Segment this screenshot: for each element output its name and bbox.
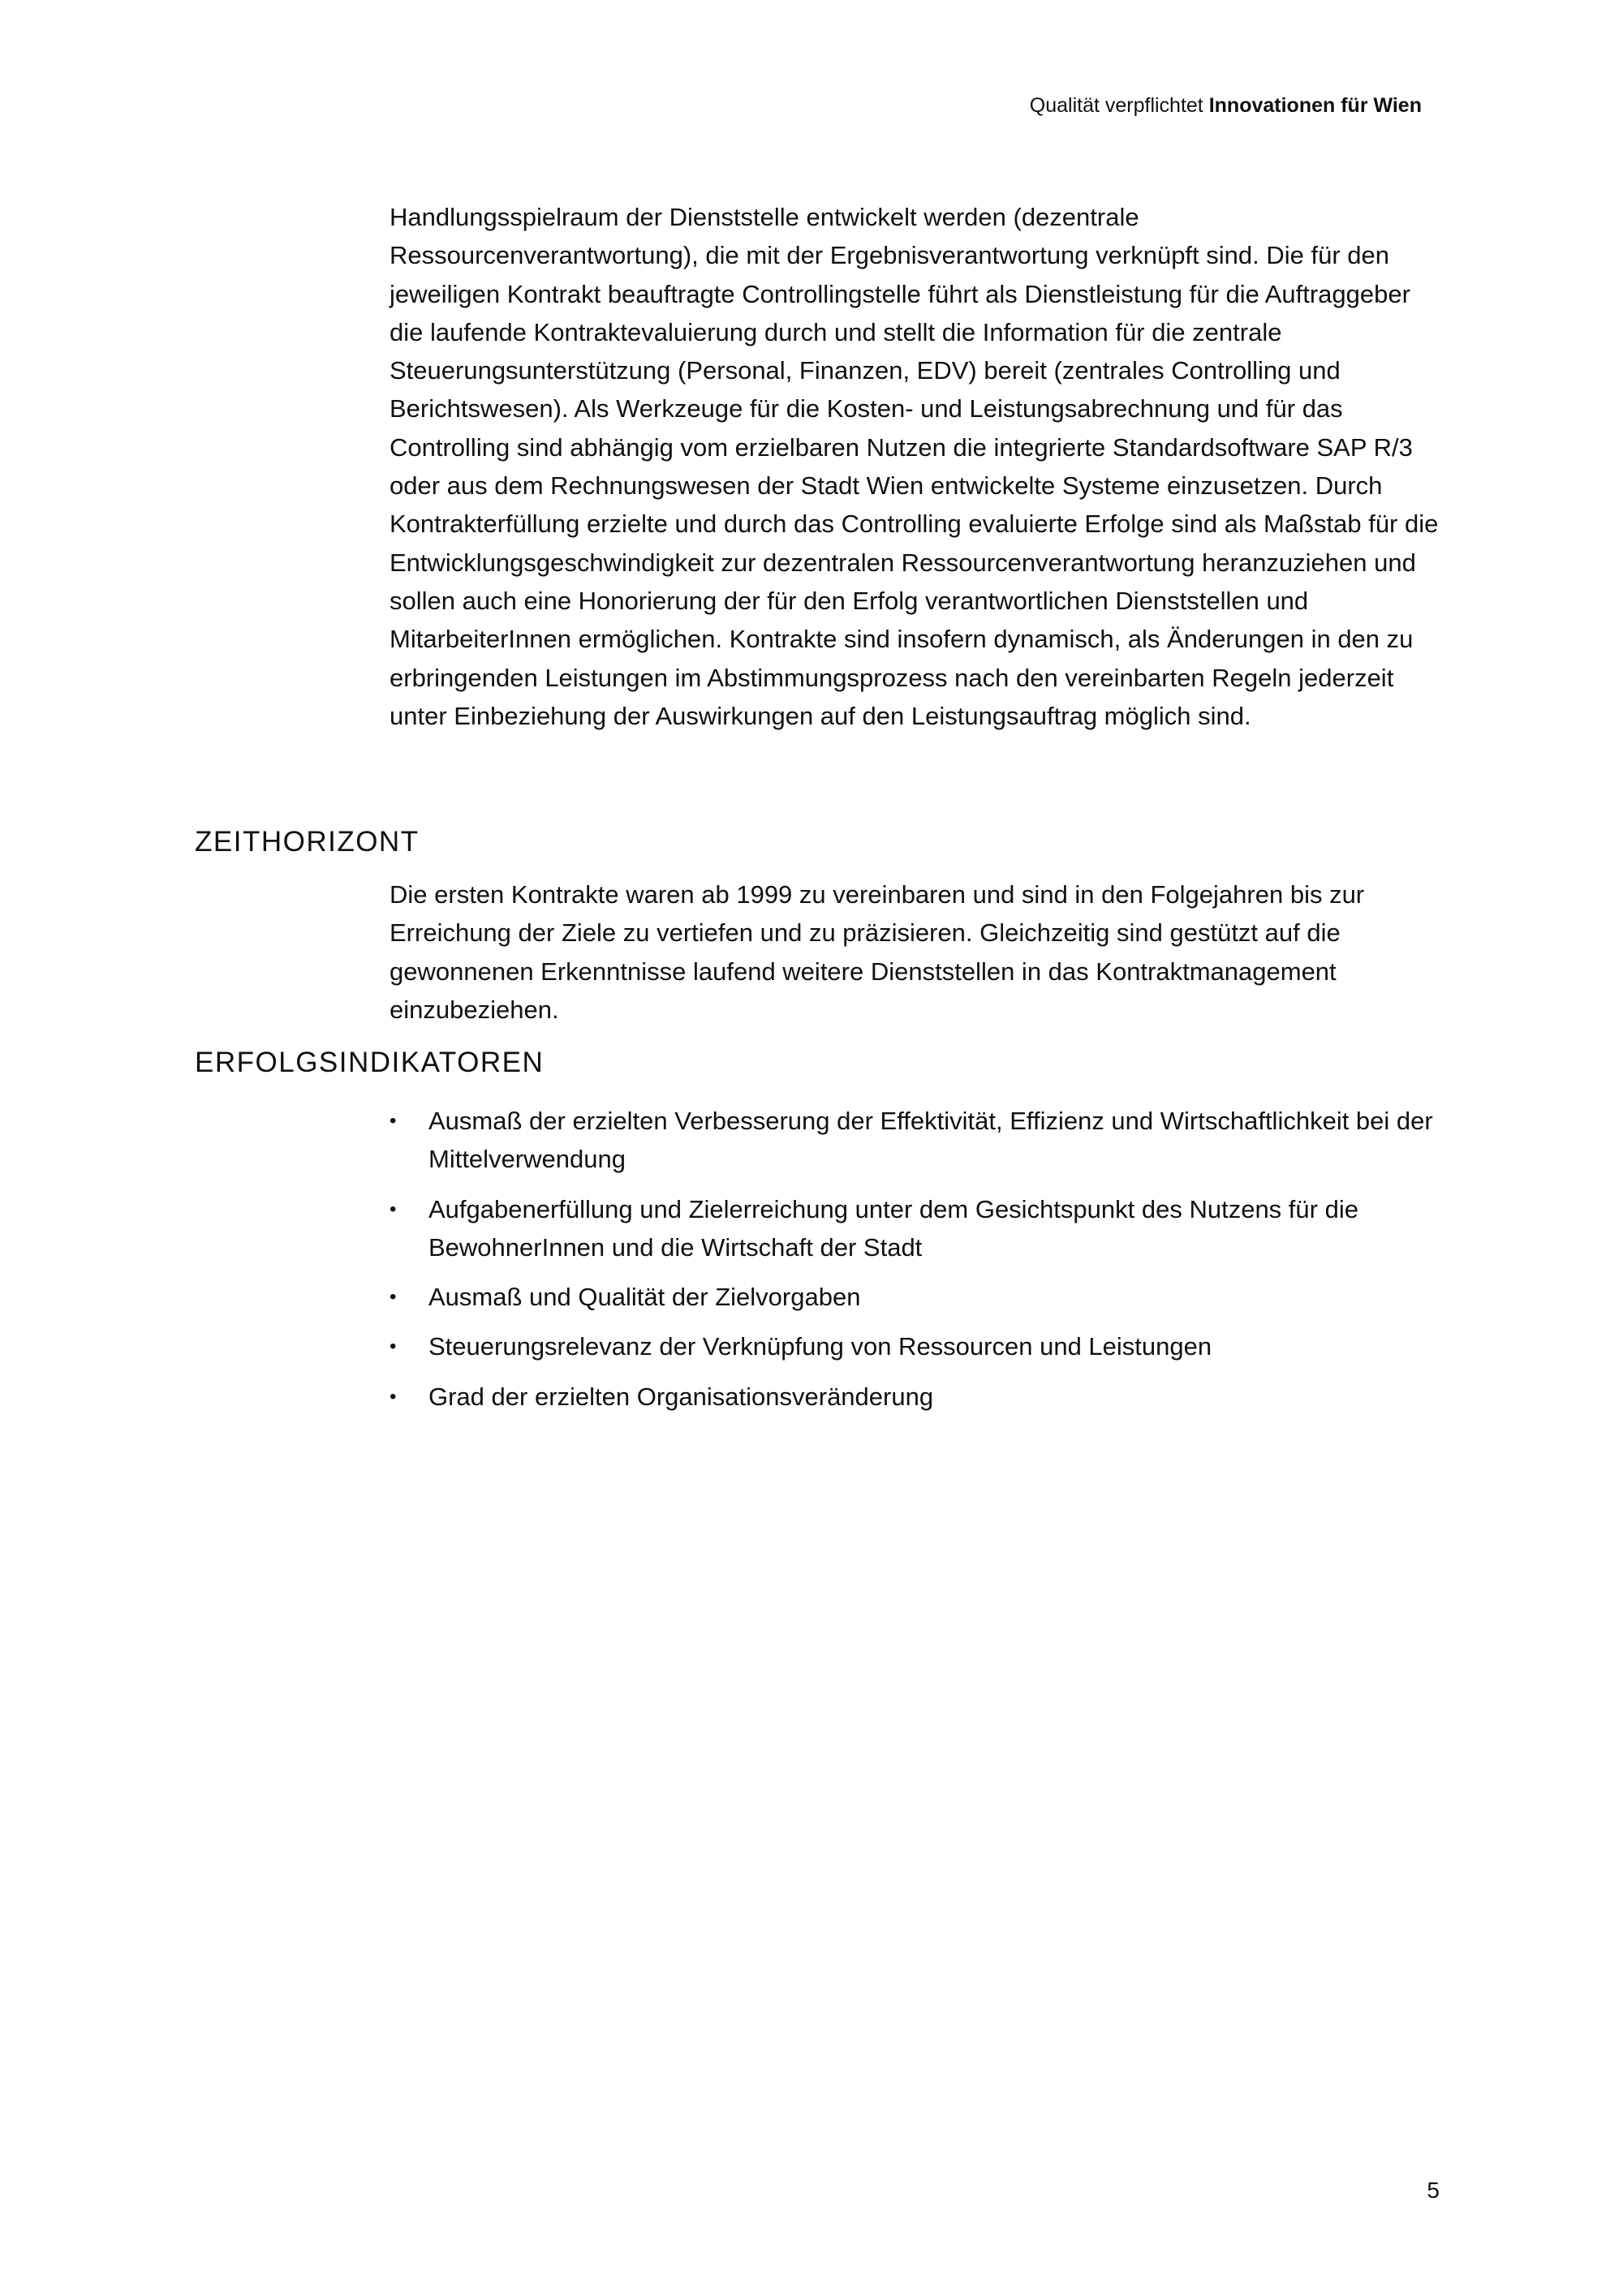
list-item-text: Ausmaß und Qualität der Zielvorgaben [428,1283,861,1312]
bullet-icon: • [390,1110,397,1132]
heading-zeithorizont: ZEITHORIZONT [195,826,420,858]
running-header [1030,94,1422,118]
list-item [390,1327,1444,1365]
list-item [390,1278,1444,1316]
bullet-icon: • [390,1197,397,1220]
page-number: 5 [1427,2178,1440,2203]
list-item [390,1102,1444,1179]
list-item [390,1378,1444,1416]
list-item-text: Ausmaß der erzielten Verbesserung der Effektivität, Effizienz und Wirtschaftlichkeit bei der Mittelverwendung [428,1107,1433,1174]
list-item [390,1190,1444,1267]
list-item-text: Aufgabenerfüllung und Zielerreichung unter dem Gesichtspunkt des Nutzens für die BewohnerInnen und die Wirtschaft der Stadt [428,1194,1358,1262]
list-item-text: Grad der erzielten Organisationsveränderung [428,1382,934,1411]
header-bold-text: Innovationen für Wien [1208,94,1422,117]
heading-erfolgsindikatoren: ERFOLGSINDIKATOREN [195,1047,545,1078]
list-item-text: Steuerungsrelevanz der Verknüpfung von Ressourcen und Leistungen [428,1332,1212,1361]
header-regular-text: Qualität verpflichtet [1029,94,1203,117]
bullet-icon: • [390,1385,397,1408]
zeithorizont-paragraph: Die ersten Kontrakte waren ab 1999 zu vereinbaren und sind in den Folgejahren bis zur Erreichung der Ziele zu vertiefen und zu präzisieren. Gleichzeitig sind gestützt auf die gewonnenen Erkenntnisse laufend weitere Dienststellen in das Kontraktmanagement einzubeziehen. [390,880,1365,1024]
intro-paragraph: Handlungsspielraum der Dienststelle entwickelt werden (dezentrale Ressourcenverantwortung), die mit der Ergebnisverantwortung verknüpft sind. Die für den jeweiligen Kontrakt beauftragte Controllingstelle führt als Dienstleistung für die Auftraggeber die laufende Kontraktevaluierung durch und stellt die Information für die zentrale Steuerungsunterstützung (Personal, Finanzen, EDV) bereit (zentrales Controlling und Berichtswesen). Als Werkzeuge für die Kosten- und Leistungsabrechnung und für das Controlling sind abhängig vom erzielbaren Nutzen die integrierte Standardsoftware SAP R/3 oder aus dem Rechnungswesen der Stadt Wien entwickelte Systeme einzusetzen. Durch Kontrakterfüllung erzielte und durch das Controlling evaluierte Erfolge sind als Maßstab für die Entwicklungsgeschwindigkeit zur dezentralen Ressourcenverantwortung heranzuziehen und sollen auch eine Honorierung der für den Erfolg verantwortlichen Dienststellen und MitarbeiterInnen ermöglichen. Kontrakte sind insofern dynamisch, als Änderungen in den zu erbringenden Leistungen im Abstimmungsprozess nach den vereinbarten Regeln jederzeit unter Einbeziehung der Auswirkungen auf den Leistungsauftrag möglich sind. [390,203,1439,730]
bullet-icon: • [390,1335,397,1358]
bullet-icon: • [390,1286,397,1309]
erfolgsindikatoren-list [390,1102,1444,1427]
